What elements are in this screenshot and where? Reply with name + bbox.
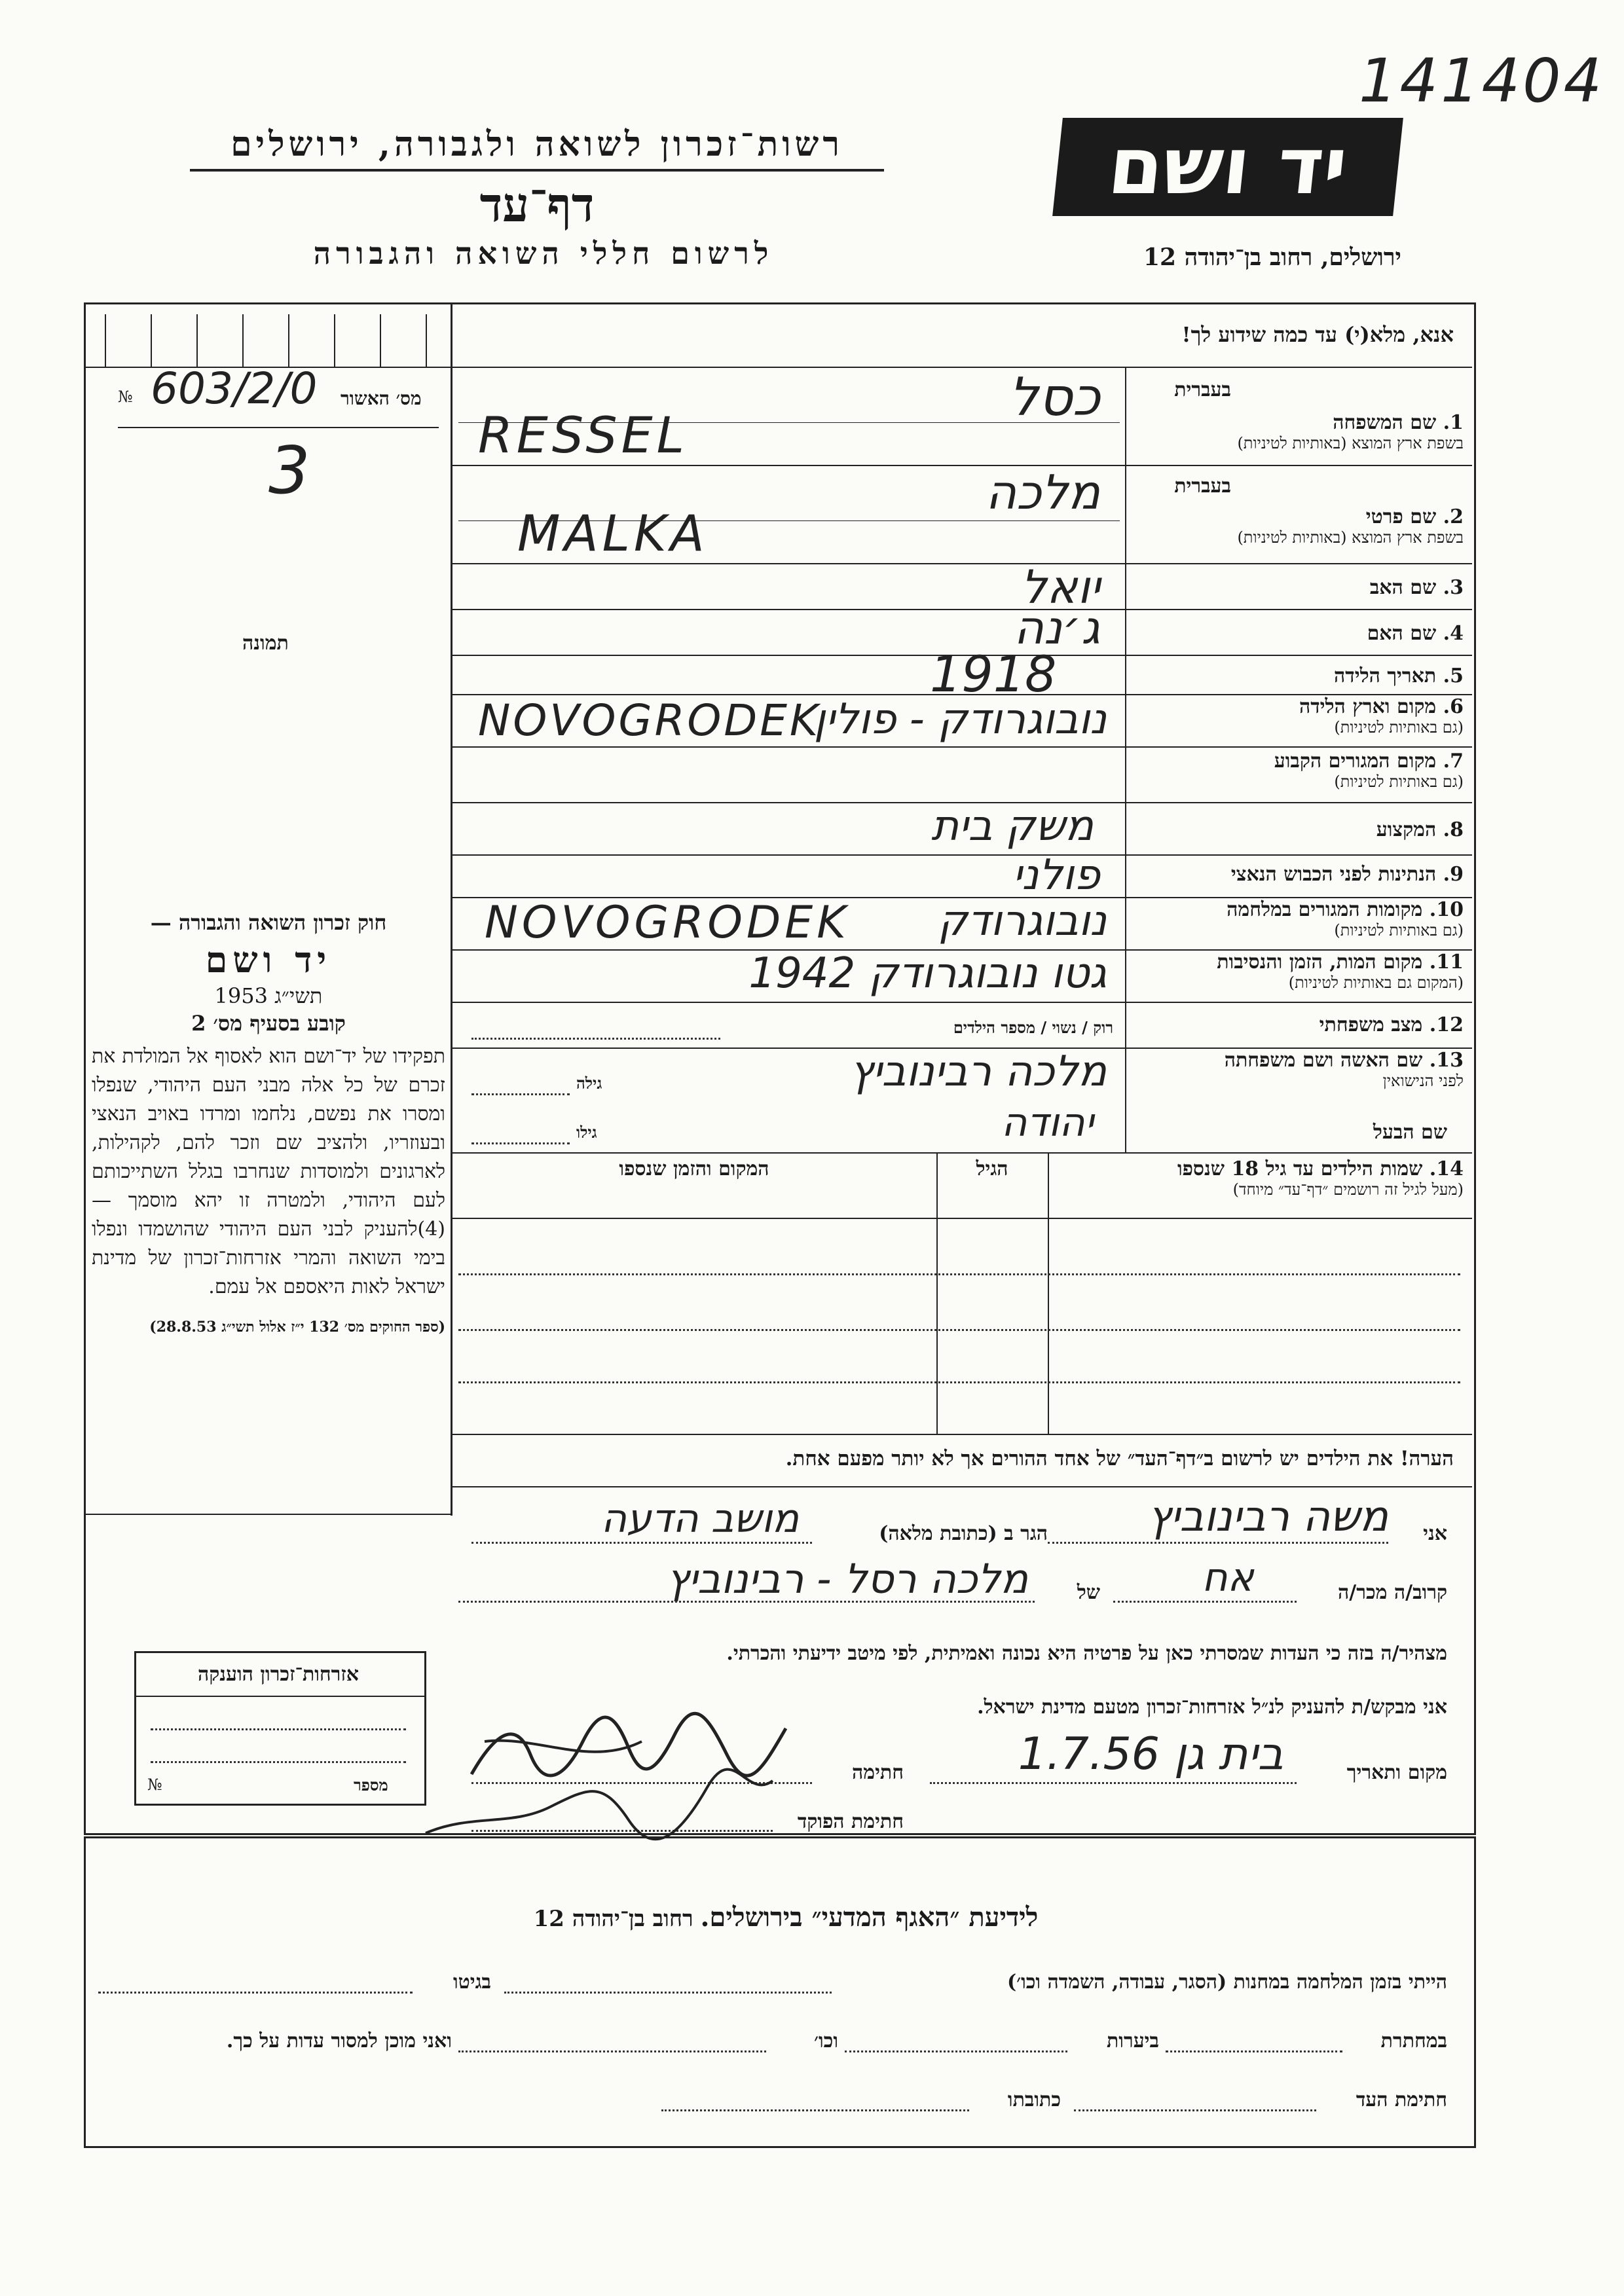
etc-label: וכו׳ — [814, 2030, 838, 2052]
nationality-value: פולני — [1012, 851, 1100, 900]
death-place-value: גטו נובוגרודק 1942 — [748, 949, 1107, 998]
org-title: רשות־זכרון לשואה ולגבורה, ירושלים — [231, 124, 843, 164]
children-place-col: המקום והזמן שנספו — [619, 1157, 769, 1180]
in-hebrew-label-2: בעברית — [1174, 475, 1231, 498]
camp-field[interactable] — [504, 1992, 832, 1994]
law-section: קובע בסעיף מס׳ 2 — [191, 1011, 346, 1036]
husband-name-value: יהודה — [1001, 1100, 1094, 1146]
witness-address: מושב הדעה — [600, 1496, 799, 1542]
law-title: חוק זכרון השואה והגבורה — — [150, 910, 387, 935]
official-signature-label: חתימת הפוקד — [797, 1810, 904, 1833]
field-father-name: 3. שם האב — [1369, 576, 1464, 599]
ghetto-label: בגיטו — [452, 1971, 491, 1994]
field-nationality: 9. הנתינות לפני הכבוש הנאצי — [1230, 863, 1464, 886]
resident-label: הגר ב (כתובת מלאה) — [879, 1522, 1048, 1545]
in-hebrew-label-1: בעברית — [1174, 378, 1231, 401]
law-box — [92, 910, 445, 1336]
law-text: תפקידו של יד־ושם הוא לאסוף אל המולדת את זכרם של כל אלה מבני העם היהודי, שנפלו ומסרו את נפשם, נלחמו ומרדו באויב הנאצי ובעוזריו, ולהציב שם וזכר להם, לקהילות, לארגונים ולמוסדות שנחרבו בגלל השתייכותם לעם היהודי, ולמטרה זו יהא מוסמך — (4)להעניק לבני העם היהודי שהושמדו ונפלו בימי השואה והמרי אזרחות־זכרון של מדינת ישראל לאות היאספם אל עמם. — [92, 1045, 445, 1298]
children-note: הערה! את הילדים יש לרשום ב״דף־העד״ של אחד ההורים אך לא יותר מפעם אחת. — [785, 1447, 1454, 1470]
husband-age-label: גילו — [576, 1123, 597, 1142]
field-death-place: 11. מקום המות, הזמן והנסיבות (המקום גם באותיות לטיניות) — [1217, 951, 1464, 992]
forest-field[interactable] — [845, 2050, 1067, 2052]
family-name-label: שם המשפחה — [1333, 411, 1437, 434]
field-mother-name: 4. שם האם — [1367, 622, 1464, 645]
witness-sig-label: חתימת העד — [1356, 2088, 1447, 2111]
form-title: דף־עד — [479, 177, 595, 232]
relation-value: אח — [1202, 1555, 1254, 1601]
field-marital-status: 12. מצב משפחתי — [1319, 1013, 1464, 1036]
forest-label: ביערות — [1106, 2030, 1159, 2052]
wife-name-value: מלכה רבינוביץ — [849, 1048, 1107, 1096]
registration-label: מס׳ האשור — [341, 388, 422, 409]
hiding-field[interactable] — [1166, 2050, 1342, 2052]
declaration-request: אני מבקש/ת להעניק לנ״ל אזרחות־זכרון מטעם מדינת ישראל. — [977, 1696, 1447, 1719]
field-husband-name: שם הבעל — [1373, 1121, 1447, 1144]
family-name-sub: בשפת ארץ המוצא (באותיות לטיניות) — [1237, 434, 1464, 452]
scientific-address: רחוב בן־יהודה 12 — [533, 1906, 693, 1932]
wife-age-label: גילה — [576, 1074, 602, 1093]
first-name-sub: בשפת ארץ המוצא (באותיות לטיניות) — [1237, 528, 1464, 547]
declaration-statement: מצהיר/ה בזה כי העדות שמסרתי כאן על פרטיה היא נכונה ואמיתית, לפי מיטב ידיעתי והכרתי. — [726, 1642, 1447, 1665]
field-birth-place: 6. מקום וארץ הלידה (גם באותיות לטיניות) — [1299, 695, 1464, 737]
logo-text: יד ושם — [1104, 121, 1352, 212]
family-name-value: כסל — [1008, 367, 1100, 428]
law-name: יד ושם — [205, 939, 332, 981]
instruction: אנא, מלא(י) עד כמה שידוע לך! — [1181, 322, 1454, 347]
field-family-name: 1. שם המשפחה בשפת ארץ המוצא (באותיות לטיניות) — [1126, 411, 1464, 453]
address-field[interactable] — [661, 2109, 969, 2111]
children-sub: (מעל לגיל זה רושמים ״דף־עד״ מיוחד) — [1232, 1180, 1464, 1199]
mother-name-value: ג׳נה — [1014, 601, 1100, 655]
form-subtitle: לרשום חללי השואה והגבורה — [313, 236, 774, 271]
profession-value: משק בית — [931, 802, 1094, 850]
first-name-label: שם פרטי — [1365, 505, 1437, 528]
birth-date-value: 1918 — [930, 645, 1057, 703]
relative-name: מלכה רסל - רבינוביץ — [666, 1555, 1028, 1603]
official-signature — [419, 1768, 786, 1846]
yad-vashem-logo — [1052, 118, 1403, 216]
children-age-col: הגיל — [976, 1157, 1008, 1180]
relation-label: קרוב/ה מכר/ה — [1338, 1581, 1447, 1604]
birth-place-value: נובוגרודק - פולין — [813, 695, 1107, 744]
file-number: 141404 — [1359, 46, 1605, 116]
field-wartime-residence: 10. מקומות המגורים במלחמה (גם באותיות לטיניות) — [1227, 898, 1464, 939]
field-wife-name: 13. שם האשה ושם משפחתה לפני הנישואין — [1224, 1049, 1464, 1090]
first-name-value: מלכה — [986, 465, 1100, 520]
children-title: שמות הילדים עד גיל 18 שנספו — [1177, 1157, 1423, 1180]
signature-label: חתימה — [852, 1761, 904, 1784]
place-date-value: בית גן 1.7.56 — [1018, 1728, 1283, 1780]
citizenship-no-symbol: № — [147, 1776, 162, 1794]
marital-options: רוק / נשוי / מספר הילדים — [953, 1018, 1113, 1037]
field-first-name: 2. שם פרטי בשפת ארץ המוצא (באותיות לטיניות) — [1126, 505, 1464, 547]
law-year: תשי״ג 1953 — [214, 983, 323, 1008]
registration-no-symbol: № — [118, 388, 133, 406]
address-label: כתובתו — [1007, 2088, 1061, 2111]
witness-name: משה רבינוביץ — [1147, 1493, 1388, 1541]
witness-sig-field[interactable] — [1074, 2109, 1316, 2111]
scientific-title: לידיעת ״האגף המדעי״ בירושלים. — [700, 1902, 1039, 1933]
family-name-latin-value: RESSEL — [478, 406, 688, 464]
registration-mark: 3 — [268, 432, 310, 509]
citizenship-title: אזרחות־זכרון הוענקה — [197, 1663, 360, 1686]
wartime-residence-latin-value: NOVOGRODEK — [485, 897, 850, 949]
of-label: של — [1077, 1581, 1100, 1604]
registration-boxes — [98, 314, 445, 367]
photo-label: תמונה — [242, 632, 289, 655]
birth-place-latin-value: NOVOGRODEK — [478, 695, 821, 746]
address: ירושלים, רחוב בן־יהודה 12 — [1143, 244, 1401, 271]
ready-label: ואני מוכן למסור עדות על כך. — [226, 2030, 452, 2052]
place-date-label: מקום ותאריך — [1346, 1761, 1447, 1784]
registration-number: 603/2/0 — [151, 363, 318, 414]
wartime-residence-value: נובוגרודק — [938, 897, 1107, 945]
field-birth-date: 5. תאריך הלידה — [1334, 665, 1464, 687]
hiding-label: במחתרת — [1380, 2030, 1447, 2052]
camp-line: הייתי בזמן המלחמה במחנות (הסגר, עבודה, השמדה וכו׳) — [1006, 1971, 1447, 1994]
children-header: 14. שמות הילדים עד גיל 18 שנספו (מעל לגיל זה רושמים ״דף־עד״ מיוחד) — [1051, 1157, 1464, 1199]
scientific-title-row — [393, 1902, 1179, 1933]
field-profession: 8. המקצוע — [1376, 818, 1464, 841]
etc-field[interactable] — [458, 2050, 766, 2052]
father-name-value: יואל — [1020, 560, 1100, 614]
ghetto-field[interactable] — [98, 1992, 413, 1994]
declaration-ani: אני — [1423, 1522, 1447, 1545]
field-permanent-residence: 7. מקום המגורים הקבוע (גם באותיות לטיניות) — [1274, 750, 1464, 791]
citizenship-number-label: מספר — [354, 1776, 388, 1795]
first-name-latin-value: MALKA — [517, 504, 709, 562]
law-ref: (ספר החוקים מס׳ 132 י״ז אלול תשי״ג 28.8.53) — [149, 1319, 445, 1336]
